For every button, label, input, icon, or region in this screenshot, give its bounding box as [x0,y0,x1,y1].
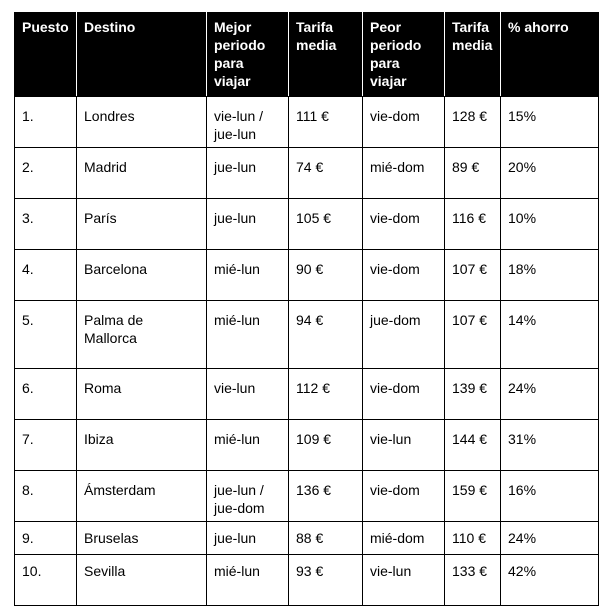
cell-rank: 8. [15,471,77,522]
cell-rank: 9. [15,522,77,555]
cell-best-period: mié-lun [207,420,289,471]
cell-fare-best: 94 € [289,301,363,369]
cell-best-period: mié-lun [207,301,289,369]
cell-destination: Roma [77,369,207,420]
cell-destination: Ibiza [77,420,207,471]
header-worst-period: Peor periodo para viajar [363,13,445,97]
cell-fare-worst: 128 € [445,97,501,148]
cell-worst-period: jue-dom [363,301,445,369]
cell-worst-period: vie-dom [363,250,445,301]
cell-rank: 2. [15,148,77,199]
cell-worst-period: vie-dom [363,369,445,420]
table-row [15,369,599,420]
cell-worst-period: vie-dom [363,471,445,522]
cell-destination: Madrid [77,148,207,199]
cell-fare-best: 105 € [289,199,363,250]
header-rank: Puesto [15,13,77,97]
cell-destination: Barcelona [77,250,207,301]
table-row [15,148,599,199]
cell-savings: 24% [501,522,599,555]
cell-best-period: jue-lun [207,522,289,555]
cell-destination: Ámsterdam [77,471,207,522]
cell-savings: 42% [501,555,599,606]
table-row [15,97,599,148]
cell-savings: 10% [501,199,599,250]
header-avg-fare-best: Tarifa media [289,13,363,97]
cell-destination: Londres [77,97,207,148]
cell-worst-period: vie-dom [363,97,445,148]
cell-savings: 15% [501,97,599,148]
table-header [15,13,599,97]
cell-worst-period: mié-dom [363,148,445,199]
cell-destination: París [77,199,207,250]
cell-fare-worst: 110 € [445,522,501,555]
cell-best-period: jue-lun / jue-dom [207,471,289,522]
destinations-table [14,12,599,606]
header-savings: % ahorro [501,13,599,97]
cell-fare-best: 109 € [289,420,363,471]
cell-savings: 14% [501,301,599,369]
cell-best-period: mié-lun [207,555,289,606]
cell-fare-best: 112 € [289,369,363,420]
cell-fare-worst: 107 € [445,250,501,301]
table-row [15,522,599,555]
cell-best-period: vie-lun [207,369,289,420]
cell-fare-best: 136 € [289,471,363,522]
cell-rank: 4. [15,250,77,301]
cell-fare-worst: 107 € [445,301,501,369]
table-row [15,555,599,606]
cell-rank: 10. [15,555,77,606]
cell-savings: 18% [501,250,599,301]
cell-worst-period: vie-dom [363,199,445,250]
cell-fare-worst: 116 € [445,199,501,250]
cell-best-period: mié-lun [207,250,289,301]
cell-fare-best: 111 € [289,97,363,148]
cell-rank: 7. [15,420,77,471]
cell-best-period: jue-lun [207,199,289,250]
header-best-period: Mejor periodo para viajar [207,13,289,97]
cell-fare-best: 90 € [289,250,363,301]
cell-savings: 20% [501,148,599,199]
header-row [15,13,599,97]
cell-destination: Bruselas [77,522,207,555]
table-row [15,301,599,369]
cell-worst-period: mié-dom [363,522,445,555]
table-row [15,471,599,522]
cell-savings: 24% [501,369,599,420]
cell-destination: Palma de Mallorca [77,301,207,369]
cell-fare-best: 74 € [289,148,363,199]
cell-savings: 31% [501,420,599,471]
cell-savings: 16% [501,471,599,522]
cell-best-period: jue-lun [207,148,289,199]
cell-fare-worst: 144 € [445,420,501,471]
cell-rank: 1. [15,97,77,148]
header-destination: Destino [77,13,207,97]
table-row [15,199,599,250]
header-avg-fare-worst: Tarifa media [445,13,501,97]
cell-fare-best: 93 € [289,555,363,606]
cell-fare-worst: 89 € [445,148,501,199]
table-row [15,250,599,301]
cell-best-period: vie-lun / jue-lun [207,97,289,148]
cell-fare-worst: 133 € [445,555,501,606]
cell-fare-best: 88 € [289,522,363,555]
cell-fare-worst: 159 € [445,471,501,522]
cell-rank: 3. [15,199,77,250]
cell-rank: 6. [15,369,77,420]
cell-worst-period: vie-lun [363,420,445,471]
cell-rank: 5. [15,301,77,369]
cell-fare-worst: 139 € [445,369,501,420]
table-body [15,97,599,606]
table-row [15,420,599,471]
cell-destination: Sevilla [77,555,207,606]
cell-worst-period: vie-lun [363,555,445,606]
